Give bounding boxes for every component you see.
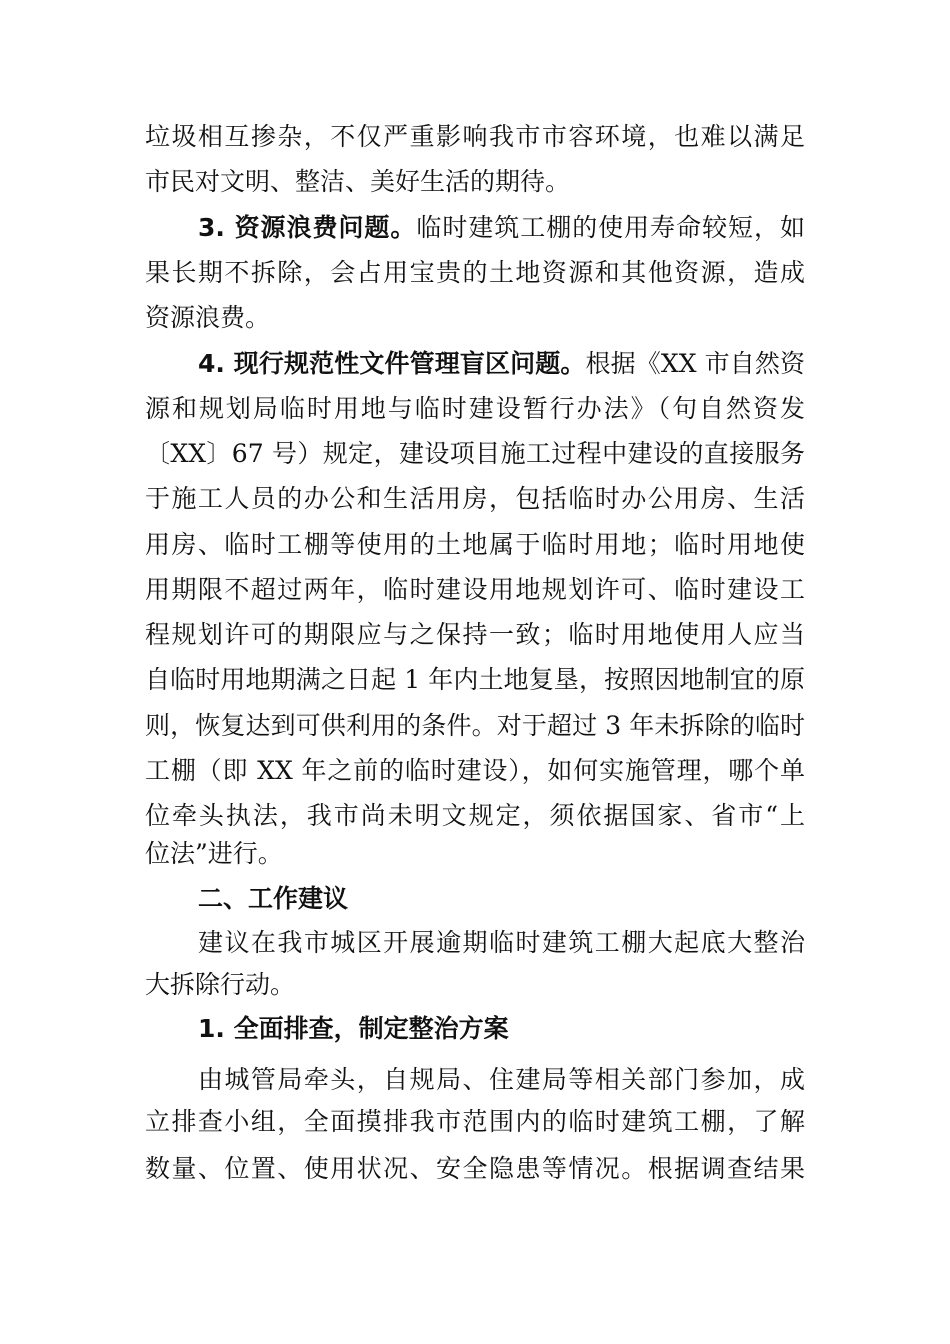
text-line: 自临时用地期满之日起 1 年内土地复垦，按照因地制宜的原	[145, 665, 805, 694]
text-line	[145, 348, 805, 380]
text-line: 由城管局牵头，自规局、住建局等相关部门参加，成	[198, 1065, 805, 1094]
text-line: 建议在我市城区开展逾期临时建筑工棚大起底大整治	[198, 928, 805, 957]
text-line: 源和规划局临时用地与临时建设暂行办法》（句自然资发	[145, 394, 805, 423]
section-heading: 二、工作建议	[198, 884, 349, 913]
text-line: 位法”进行。	[145, 839, 283, 868]
text-line: 〔XX〕67 号）规定，建设项目施工过程中建设的直接服务	[145, 439, 805, 468]
text-line: 垃圾相互掺杂，不仅严重影响我市市容环境，也难以满足	[145, 122, 805, 151]
text-line: 大拆除行动。	[145, 970, 296, 999]
text-line: 用期限不超过两年，临时建设用地规划许可、临时建设工	[145, 575, 805, 604]
item-heading: 4. 现行规范性文件管理盲区问题。	[198, 349, 586, 378]
subsection-heading: 1. 全面排查，制定整治方案	[198, 1014, 509, 1043]
text-line: 程规划许可的期限应与之保持一致；临时用地使用人应当	[145, 620, 805, 649]
text-line: 数量、位置、使用状况、安全隐患等情况。根据调查结果	[145, 1154, 805, 1183]
item-heading: 3. 资源浪费问题。	[198, 213, 417, 242]
text-line: 用房、临时工棚等使用的土地属于临时用地；临时用地使	[145, 530, 805, 559]
text-line: 位牵头执法，我市尚未明文规定，须依据国家、省市“上	[145, 801, 805, 830]
text-line: 立排查小组，全面摸排我市范围内的临时建筑工棚，了解	[145, 1107, 805, 1136]
text-line	[145, 212, 805, 244]
text-line: 则，恢复达到可供利用的条件。对于超过 3 年未拆除的临时	[145, 711, 805, 740]
text-line: 于施工人员的办公和生活用房，包括临时办公用房、生活	[145, 484, 805, 513]
item-text: 临时建筑工棚的使用寿命较短，如	[416, 213, 805, 242]
text-line: 果长期不拆除，会占用宝贵的土地资源和其他资源，造成	[145, 258, 805, 287]
text-line: 工棚（即 XX 年之前的临时建设），如何实施管理，哪个单	[145, 756, 805, 785]
text-line: 资源浪费。	[145, 303, 271, 332]
item-text: 根据《XX 市自然资	[585, 349, 805, 378]
text-line: 市民对文明、整洁、美好生活的期待。	[145, 167, 571, 196]
